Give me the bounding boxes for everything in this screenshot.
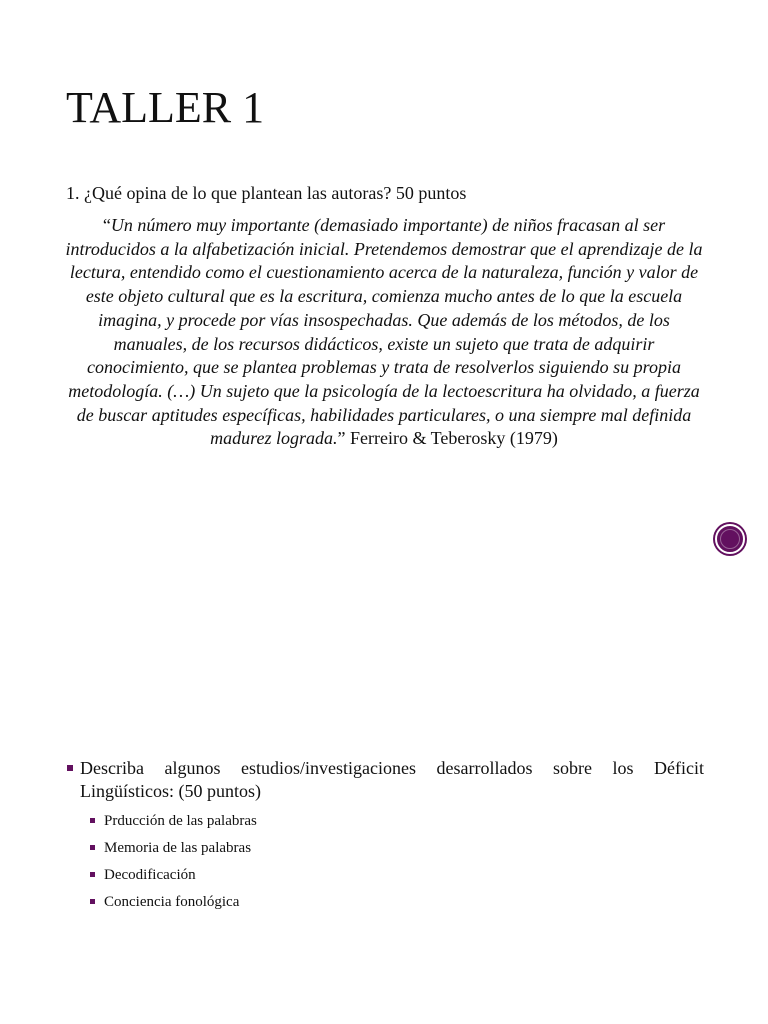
bullet-square-icon xyxy=(90,818,95,823)
list-item-label: Conciencia fonológica xyxy=(104,894,240,910)
quote-block xyxy=(62,214,706,451)
list-item xyxy=(86,889,704,916)
bullet-square-icon xyxy=(90,872,95,877)
list-item xyxy=(86,835,704,862)
task-section xyxy=(62,757,704,916)
quote-open-mark: “ xyxy=(102,215,111,235)
list-item xyxy=(86,862,704,889)
list-item-label: Memoria de las palabras xyxy=(104,840,252,856)
task-sub-list xyxy=(62,808,704,916)
bullet-square-icon xyxy=(90,845,95,850)
bullet-square-icon xyxy=(90,899,95,904)
task-text: Describa algunos estudios/investigaciones desarrollados sobre los Déficit Lingüísticos: (50 puntos) xyxy=(80,758,704,801)
list-item-label: Prducción de las palabras xyxy=(104,813,257,829)
circle-icon xyxy=(720,529,740,549)
circle-nav-button[interactable] xyxy=(715,524,745,554)
bullet-square-icon xyxy=(67,765,73,771)
quote-citation: Ferreiro & Teberosky (1979) xyxy=(345,428,558,449)
list-item xyxy=(86,808,704,835)
list-item-label: Decodificación xyxy=(104,867,196,883)
quote-close-mark: ” xyxy=(337,428,346,449)
task-bullet xyxy=(62,757,704,803)
page-title: TALLER 1 xyxy=(66,83,265,132)
quote-text: Un número muy importante (demasiado importante) de niños fracasan al ser introducidos a la alfabetización inicial. Pretendemos demostrar que el aprendizaje de la lectura, entendido como el cuestionamiento acerca de la naturaleza, función y valor de este objeto cultural que es la escritura, comienza mucho antes de lo que la escuela imagina, y procede por vías insospechadas. Que además de los métodos, de los manuales, de los recursos didácticos, existe un sujeto que trata de adquirir conocimiento, que se plantea problemas y trata de resolverlos siguiendo su propia metodología. (…) Un sujeto que la psicología de la lectoescritura ha olvidado, a fuerza de buscar aptitudes específicas, habilidades particulares, o una siempre mal definida madurez lograda. xyxy=(65,215,703,449)
question-1: 1. ¿Qué opina de lo que plantean las autoras? 50 puntos xyxy=(66,183,467,203)
